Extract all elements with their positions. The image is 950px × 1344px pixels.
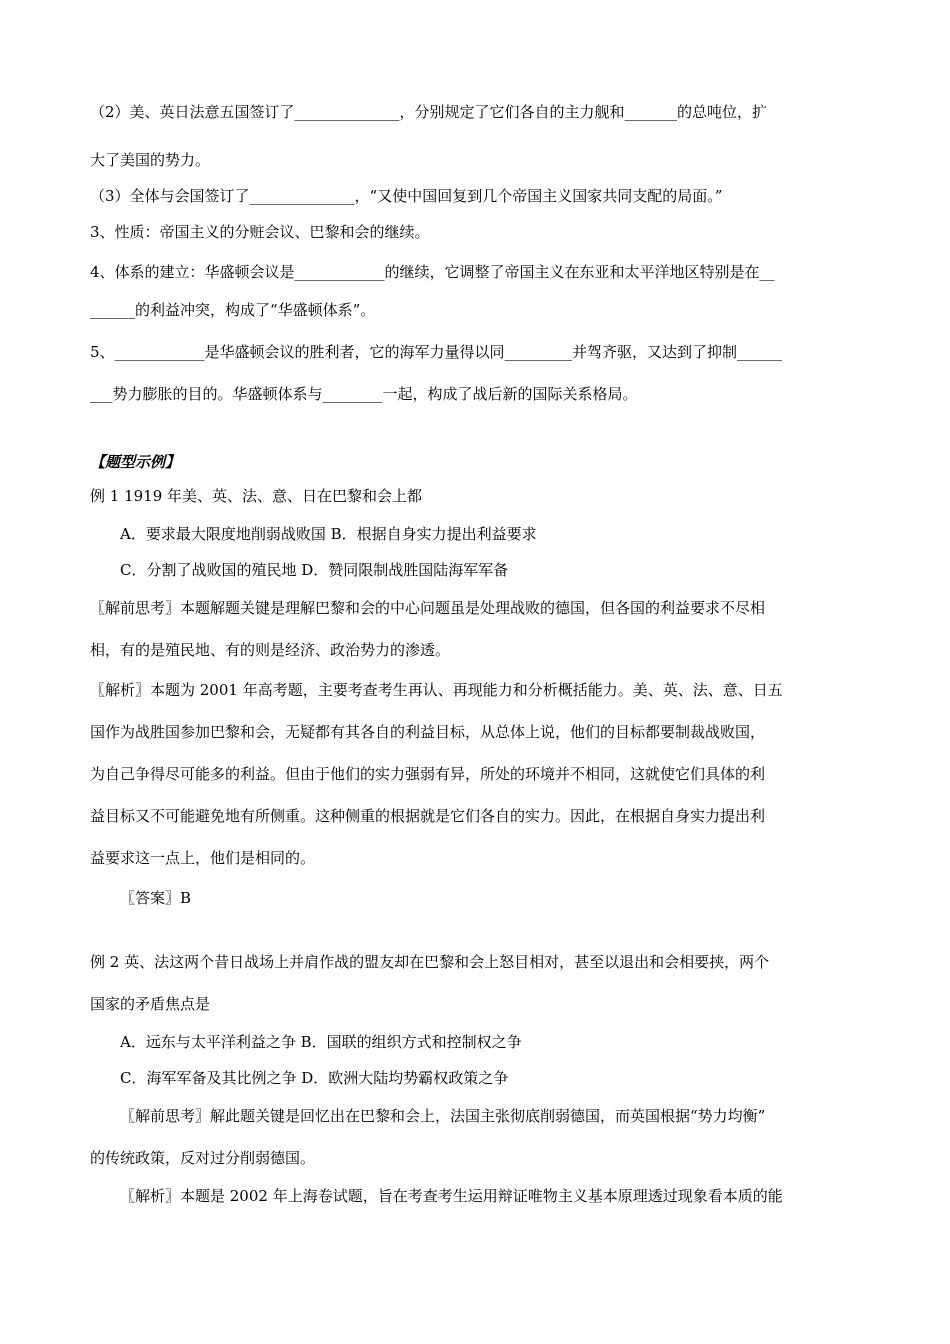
item-5-line-1: 5、____________是华盛顿会议的胜利者，它的海军力量得以同_________并驾齐驱，又达到了抑制______ (90, 343, 783, 361)
example-1-analysis-line-1: 〖解析〗本题为 2001 年高考题，主要考查考生再认、再现能力和分析概括能力。美、英、法、意、日五 (90, 681, 783, 699)
example-2-thinking-line-1: 〖解前思考〗解此题关键是回忆出在巴黎和会上，法国主张彻底削弱德国，而英国根据“势力均衡” (120, 1107, 766, 1125)
example-1-analysis-line-4: 益目标又不可能避免地有所侧重。这种侧重的根据就是它们各自的实力。因此，在根据自身实力提出利 (90, 807, 766, 825)
item-2-line-1: （2）美、英日法意五国签订了______________，分别规定了它们各自的主力舰和_______的总吨位，扩 (90, 103, 768, 121)
item-3: （3）全体与会国签订了______________，“又使中国回复到几个帝国主义国家共同支配的局面。” (90, 187, 723, 205)
example-1-question: 例 1 1919 年美、英、法、意、日在巴黎和会上都 (90, 487, 423, 505)
example-1-analysis-line-3: 为自己争得尽可能多的利益。但由于他们的实力强弱有异，所处的环境并不相同，这就使它们具体的利 (90, 765, 766, 783)
section-heading: 【题型示例】 (90, 453, 181, 471)
example-2-question-line-1: 例 2 英、法这两个昔日战场上并肩作战的盟友却在巴黎和会上怒目相对，甚至以退出和会相要挟，两个 (90, 953, 770, 971)
item-5-line-2: ___势力膨胀的目的。华盛顿体系与________一起，构成了战后新的国际关系格局。 (90, 385, 638, 403)
example-1-analysis-line-5: 益要求这一点上，他们是相同的。 (90, 849, 316, 867)
example-2-options-row-1: A．远东与太平洋利益之争 B．国联的组织方式和控制权之争 (120, 1033, 522, 1051)
example-1-answer: 〖答案〗B (120, 889, 192, 907)
example-1-thinking-line-2: 相，有的是殖民地、有的则是经济、政治势力的渗透。 (90, 641, 451, 659)
item-4-line-1: 4、体系的建立：华盛顿会议是____________的继续，它调整了帝国主义在东亚和太平洋地区特别是在__ (90, 263, 775, 281)
example-2-question-line-2: 国家的矛盾焦点是 (90, 995, 211, 1013)
example-1-options-row-1: A．要求最大限度地削弱战败国 B．根据自身实力提出利益要求 (120, 525, 537, 543)
example-1-options-row-2: C．分割了战败国的殖民地 D．赞同限制战胜国陆海军军备 (120, 561, 509, 579)
item-4-line-2: ______的利益冲突，构成了“华盛顿体系”。 (90, 301, 376, 319)
item-3-nature: 3、性质：帝国主义的分赃会议、巴黎和会的继续。 (90, 223, 430, 241)
example-1-analysis-line-2: 国作为战胜国参加巴黎和会，无疑都有其各自的利益目标，从总体上说，他们的目标都要制裁战败国， (90, 723, 766, 741)
item-2-line-2: 大了美国的势力。 (90, 151, 211, 169)
example-2-options-row-2: C．海军军备及其比例之争 D．欧洲大陆均势霸权政策之争 (120, 1069, 509, 1087)
example-2-analysis-line-1: 〖解析〗本题是 2002 年上海卷试题，旨在考查考生运用辩证唯物主义基本原理透过现象看本质的能 (120, 1187, 783, 1205)
example-2-thinking-line-2: 的传统政策，反对过分削弱德国。 (90, 1149, 316, 1167)
example-1-thinking-line-1: 〖解前思考〗本题解题关键是理解巴黎和会的中心问题虽是处理战败的德国，但各国的利益要求不尽相 (90, 599, 766, 617)
